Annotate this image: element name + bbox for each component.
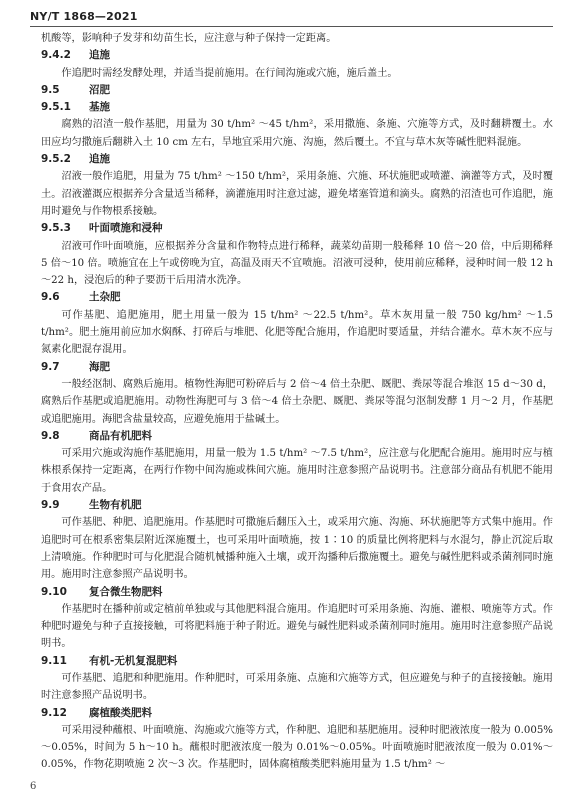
header-divider	[30, 26, 553, 27]
paragraph: 可采用浸种蘸根、叶面喷施、沟施或穴施等方式，作种肥、追肥和基肥施用。浸种时肥液浓度一般为 0.005%～0.05%，时间为 5 h～10 h。蘸根时肥液浓度一般为 0.01%～0.05%。叶面喷施时肥液浓度一般为 0.01%～0.05%，作物花期喷施 2 次～3 次。作基肥时，固体腐植酸类肥料施用量为 1.5 t/hm² ～	[41, 724, 553, 771]
section-number: 9.12	[41, 706, 67, 719]
section-number: 9.5	[41, 83, 60, 96]
section-heading	[41, 151, 553, 168]
section-number: 9.10	[41, 585, 67, 598]
section-title: 土杂肥	[89, 291, 121, 304]
section-title: 腐植酸类肥料	[89, 706, 152, 719]
section-heading	[41, 82, 553, 99]
section-heading	[41, 220, 553, 237]
paragraph: 可采用穴施或沟施作基肥施用，用量一般为 1.5 t/hm² ～7.5 t/hm²，应注意与化肥配合施用。施用时应与植株根系保持一定距离，在两行作物中间沟施或株间穴施。施用时注意参照产品说明书。注意部分商品有机肥不能用于食用农产品。	[41, 448, 553, 494]
section-title: 海肥	[89, 360, 110, 373]
section-heading	[41, 497, 553, 514]
section-title: 追施	[89, 49, 110, 62]
section-title: 基施	[89, 101, 110, 114]
section-heading	[41, 653, 553, 670]
section-number: 9.8	[41, 429, 60, 442]
section-heading	[41, 428, 553, 445]
section-number: 9.5.3	[41, 222, 71, 235]
section-heading	[41, 705, 553, 722]
section-title: 生物有机肥	[89, 499, 142, 512]
section-title: 叶面喷施和浸种	[89, 222, 163, 235]
section-title: 沼肥	[89, 83, 110, 96]
section-heading	[41, 359, 553, 376]
paragraph: 可作基肥、追肥和种肥施用。作种肥时，可采用条施、点施和穴施等方式，但应避免与种子的直接接触。施用时注意参照产品说明书。	[41, 672, 553, 702]
section-title: 商品有机肥料	[89, 429, 152, 442]
section-number: 9.4.2	[41, 49, 71, 62]
section-number: 9.7	[41, 360, 60, 373]
paragraph: 沼液可作叶面喷施，应根据养分含量和作物特点进行稀释，蔬菜幼苗期一般稀释 10 倍～20 倍，中后期稀释 5 倍～10 倍。喷施宜在上午或傍晚为宜，高温及雨天不宜喷施。沼液可浸种，使用前应稀释，浸种时间一般 12 h～22 h，浸泡后的种子要沥干后用清水洗净。	[41, 240, 553, 287]
section-number: 9.11	[41, 654, 67, 667]
section-number: 9.9	[41, 499, 60, 512]
section-heading	[41, 289, 553, 306]
paragraph: 可作基肥、种肥、追肥施用。作基肥时可撒施后翻压入土，或采用穴施、沟施、环状施肥等方式集中施用。作追肥时可在根系密集层附近深施覆土，也可采用叶面喷施，按 1∶10 的质量比例将肥料与水混匀，静止沉淀后取上清喷施。作种肥时可与化肥混合随机械播种施入土壤，或开沟播种后撒施覆土。避免与碱性肥料或杀菌剂同时施用。施用时注意参照产品说明书。	[41, 517, 553, 581]
paragraph: 作追肥时需经发酵处理，并适当提前施用。在行间沟施或穴施，施后盖土。	[61, 67, 398, 79]
section-heading	[41, 47, 553, 64]
paragraph: 沼液一般作追肥，用量为 75 t/hm² ～150 t/hm²，采用条施、穴施、环状施肥或喷灌、滴灌等方式，及时覆土。沼液灌溉应根据养分含量适当稀释，滴灌施用时注意过滤，避免堵塞管道和滴头。腐熟的沼渣也可作追肥，施用时避免与作物根系接触。	[41, 171, 553, 217]
page-number: 6	[30, 781, 37, 792]
paragraph: 可作基肥、追肥施用，肥土用量一般为 15 t/hm² ～22.5 t/hm²。草木灰用量一般 750 kg/hm² ～1.5 t/hm²。肥土施用前应加水焖酥、打碎后与堆肥、化肥等配合施用，作追肥时要适量，并结合灌水。草木灰不应与氮素化肥混存混用。	[41, 309, 553, 356]
section-title: 有机-无机复混肥料	[89, 654, 178, 667]
section-title: 追施	[89, 153, 110, 166]
page-body	[41, 30, 553, 774]
paragraph: 作基肥时在播种前或定植前单独或与其他肥料混合施用。作追肥时可采用条施、沟施、灌根、喷施等方式。作种肥时避免与种子直接接触，可将肥料施于种子附近。避免与碱性肥料或杀菌剂同时施用。施用时注意参照产品说明书。	[41, 603, 553, 650]
section-number: 9.5.2	[41, 153, 71, 166]
section-heading	[41, 99, 553, 116]
section-number: 9.5.1	[41, 101, 71, 114]
paragraph: 机酸等，影响种子发芽和幼苗生长，应注意与种子保持一定距离。	[41, 33, 337, 44]
section-number: 9.6	[41, 291, 60, 304]
paragraph: 腐熟的沼渣一般作基肥，用量为 30 t/hm² ～45 t/hm²，采用撒施、条施、穴施等方式，及时翻耕覆土。水田应均匀撒施后翻耕入土 10 cm 左右，旱地宜采用穴施、沟施，然后覆土。不宜与草木灰等碱性肥料混施。	[41, 119, 553, 148]
standard-code: NY/T 1868—2021	[30, 10, 138, 23]
paragraph: 一般经沤制、腐熟后施用。植物性海肥可粉碎后与 2 倍～4 倍土杂肥、厩肥、粪尿等混合堆沤 15 d～30 d，腐熟后作基肥或追肥施用。动物性海肥可与 3 倍～4 倍土杂肥、厩肥、粪尿等混匀沤制发酵 1 月～2 月，作基肥或追肥施用。海肥含盐量较高，应避免施用于盐碱土。	[41, 378, 553, 425]
section-heading	[41, 584, 553, 601]
section-title: 复合微生物肥料	[89, 585, 163, 598]
